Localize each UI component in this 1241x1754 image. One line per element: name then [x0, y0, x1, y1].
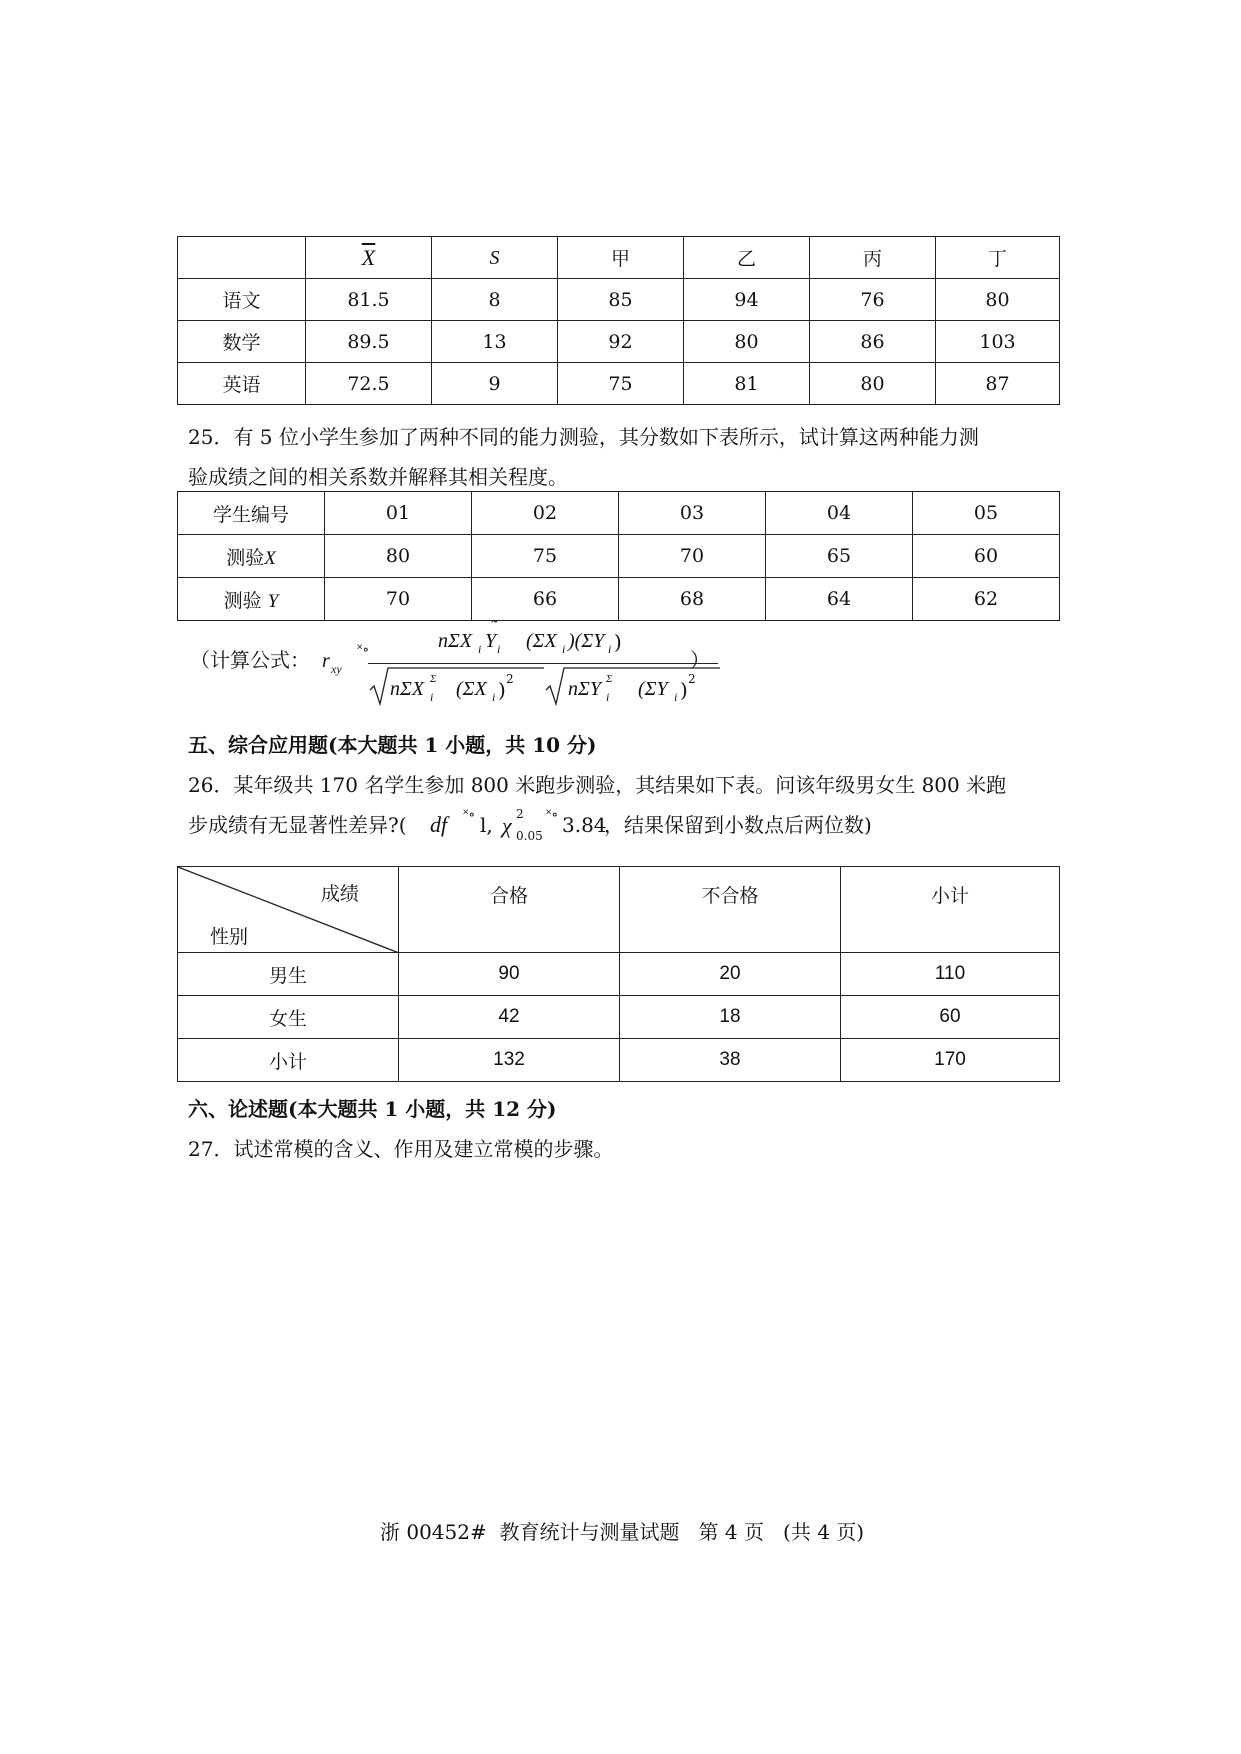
- section-6-heading: 六、论述题(本大题共 1 小题，共 12 分): [188, 1097, 557, 1121]
- table-cell: 60: [913, 535, 1060, 578]
- question-27: 27．试述常模的含义、作用及建立常模的步骤。: [188, 1137, 614, 1161]
- question-26-text: ，结果保留到小数点后两位数): [604, 813, 872, 837]
- row-label: 语文: [178, 279, 306, 321]
- table-cell: 80: [936, 279, 1060, 321]
- table-row: [178, 953, 1060, 996]
- table-cell: 42: [399, 996, 620, 1039]
- row-label-text: 测验: [226, 546, 265, 569]
- corner-top-label: 成绩: [321, 884, 360, 905]
- table-cell: 05: [913, 492, 1060, 535]
- formula-prefix: （计算公式：: [190, 648, 310, 672]
- table-header: 合格: [399, 867, 620, 953]
- table-header: 小计: [841, 867, 1060, 953]
- equals-glyph: ˟∘: [463, 807, 476, 823]
- question-26-text: 步成绩有无显著性差异?(: [188, 813, 407, 837]
- table-row: [178, 363, 1060, 405]
- formula-den-a: nΣX: [390, 678, 425, 700]
- formula-lhs: r: [322, 650, 330, 672]
- score-table: [177, 236, 1060, 405]
- table-row: [178, 535, 1060, 578]
- table-cell: 13: [432, 321, 558, 363]
- row-label: 小计: [178, 1039, 399, 1082]
- table-cell: 8: [432, 279, 558, 321]
- table-cell: 132: [399, 1039, 620, 1082]
- table-cell: 75: [558, 363, 684, 405]
- section-5-heading: 五、综合应用题(本大题共 1 小题，共 10 分): [188, 733, 597, 757]
- row-label: 英语: [178, 363, 306, 405]
- corner-bottom-label: 性别: [210, 927, 249, 948]
- table-cell: 9: [432, 363, 558, 405]
- question-26-line2: [188, 807, 1008, 849]
- chi-sub: 0.05: [516, 829, 543, 843]
- df-symbol: df: [430, 812, 448, 837]
- table-cell: 20: [620, 953, 841, 996]
- formula-den-b: (ΣX: [456, 678, 487, 700]
- table-cell: 103: [936, 321, 1060, 363]
- formula-num-rest: (ΣX: [526, 630, 557, 652]
- table-cell: 86: [810, 321, 936, 363]
- row-label: 女生: [178, 996, 399, 1039]
- score-table-header-mean: [306, 237, 432, 279]
- score-table-header: 丙: [810, 237, 936, 279]
- table-cell: 64: [766, 578, 913, 621]
- table-cell: 60: [841, 996, 1060, 1039]
- variable-y: Y: [267, 590, 279, 612]
- table-cell: 90: [399, 953, 620, 996]
- table-cell: 92: [558, 321, 684, 363]
- table-cell: 76: [810, 279, 936, 321]
- formula-close: ): [614, 630, 622, 654]
- score-table-header-row: [178, 237, 1060, 279]
- formula-square: 2: [688, 672, 696, 686]
- formula-suffix: ）: [690, 648, 710, 672]
- formula-den-c: nΣY: [568, 678, 602, 700]
- table-cell: 38: [620, 1039, 841, 1082]
- formula-numerator: nΣX: [438, 630, 473, 652]
- formula-tilde: ˜: [490, 618, 499, 639]
- score-table-header: 乙: [684, 237, 810, 279]
- table-cell: 01: [325, 492, 472, 535]
- formula-sub: i: [478, 642, 482, 656]
- table-cell: 110: [841, 953, 1060, 996]
- question-25-line2: 验成绩之间的相关系数并解释其相关程度。: [188, 465, 568, 489]
- table-row: [178, 996, 1060, 1039]
- formula-equals: ˟∘: [357, 642, 370, 658]
- row-label: 男生: [178, 953, 399, 996]
- table-header: 不合格: [620, 867, 841, 953]
- score-table-header: 甲: [558, 237, 684, 279]
- formula-sup: Σ: [606, 673, 613, 685]
- table-row: [178, 492, 1060, 535]
- formula-den-d: (ΣY: [638, 678, 668, 700]
- table-cell: 75: [472, 535, 619, 578]
- formula-close: ): [498, 678, 506, 702]
- table-cell: 68: [619, 578, 766, 621]
- formula-num-rest2: )(ΣY: [568, 630, 605, 652]
- variable-x: X: [264, 547, 276, 569]
- row-label: 学生编号: [178, 492, 325, 535]
- table-cell: 170: [841, 1039, 1060, 1082]
- correlation-formula: [190, 618, 730, 708]
- chi-sup: 2: [516, 807, 524, 821]
- table-cell: 70: [325, 578, 472, 621]
- row-label-text: 测验: [223, 589, 262, 612]
- table-cell: 04: [766, 492, 913, 535]
- table-cell: 80: [810, 363, 936, 405]
- table-cell: 85: [558, 279, 684, 321]
- formula-sub: i: [608, 642, 612, 656]
- row-label: [178, 578, 325, 621]
- table-cell: 03: [619, 492, 766, 535]
- formula-sub: i: [497, 642, 501, 656]
- table-row: [178, 1039, 1060, 1082]
- table-row: [178, 578, 1060, 621]
- running-test-table: [177, 866, 1060, 1082]
- table-cell: 89.5: [306, 321, 432, 363]
- table-row: [178, 321, 1060, 363]
- score-table-corner: [178, 237, 306, 279]
- table-cell: 94: [684, 279, 810, 321]
- formula-sup: Σ: [430, 673, 437, 685]
- critical-value: 3.84: [562, 813, 607, 837]
- score-table-header-sd: [432, 237, 558, 279]
- table-cell: 65: [766, 535, 913, 578]
- formula-close: ): [680, 678, 688, 702]
- table-cell: 72.5: [306, 363, 432, 405]
- equals-glyph: ˟∘: [546, 807, 559, 823]
- table-cell: 62: [913, 578, 1060, 621]
- table-cell: 18: [620, 996, 841, 1039]
- table-corner-cell: [178, 867, 399, 953]
- table-row: [178, 279, 1060, 321]
- table-cell: 02: [472, 492, 619, 535]
- table-cell: 80: [684, 321, 810, 363]
- table-cell: 70: [619, 535, 766, 578]
- formula-sub: i: [562, 642, 566, 656]
- row-label: 数学: [178, 321, 306, 363]
- table-cell: 66: [472, 578, 619, 621]
- question-25-line1: 25．有 5 位小学生参加了两种不同的能力测验，其分数如下表所示，试计算这两种能力测: [188, 425, 979, 449]
- sd-symbol: S: [489, 247, 500, 269]
- chi-symbol: χ: [502, 813, 512, 838]
- table-cell: 81.5: [306, 279, 432, 321]
- test-scores-table: [177, 491, 1060, 621]
- formula-sub: i: [492, 690, 496, 704]
- table-header-row: [178, 867, 1060, 953]
- table-cell: 87: [936, 363, 1060, 405]
- formula-square: 2: [506, 672, 514, 686]
- formula-lhs-sub: xy: [331, 662, 342, 676]
- table-cell: 81: [684, 363, 810, 405]
- question-26-line1: 26．某年级共 170 名学生参加 800 米跑步测验，其结果如下表。问该年级男女生 800 米跑: [188, 773, 1007, 797]
- formula-sub: i: [430, 690, 434, 704]
- score-table-header: 丁: [936, 237, 1060, 279]
- page-footer: 浙 00452# 教育统计与测量试题 第 4 页 (共 4 页): [380, 1520, 865, 1544]
- formula-sub: i: [674, 690, 678, 704]
- formula-sub: i: [606, 690, 610, 704]
- row-label: [178, 535, 325, 578]
- mean-symbol: $\overline{X}$: [361, 244, 376, 270]
- table-cell: 80: [325, 535, 472, 578]
- formula-y: Y: [485, 630, 497, 652]
- df-value: l,: [480, 813, 493, 837]
